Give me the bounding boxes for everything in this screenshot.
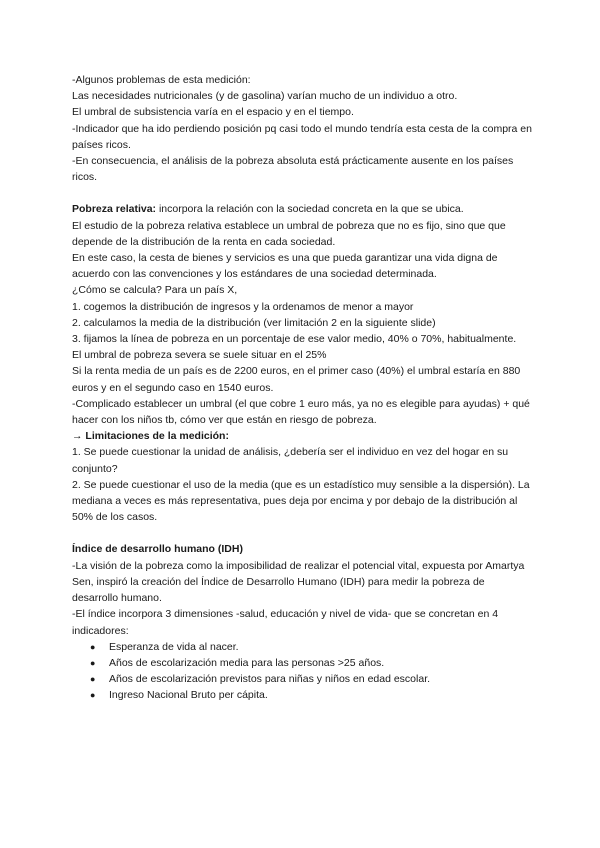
section-relative-poverty: [72, 201, 532, 525]
list-item: [72, 687, 532, 703]
section-heading: Pobreza relativa:: [72, 203, 157, 216]
list-item-text: Años de escolarización previstos para niñas y niños en edad escolar.: [109, 673, 431, 686]
text-line: ¿Cómo se calcula? Para un país X,: [72, 284, 238, 297]
spacer: [72, 185, 532, 201]
text-line: -El índice incorpora 3 dimensiones -salud, educación y nivel de vida- que se concretan en 4 indicadores:: [72, 608, 499, 637]
section-heading-rest: incorpora la relación con la sociedad concreta en la que se ubica.: [156, 203, 464, 216]
list-item: [72, 655, 532, 671]
text-line: Si la renta media de un país es de 2200 euros, en el primer caso (40%) el umbral estaría en 880 euros y en el segundo caso en 1540 euros.: [72, 365, 521, 394]
indicator-list: [72, 639, 532, 704]
text-line: 1. Se puede cuestionar la unidad de análisis, ¿debería ser el individuo en vez del hogar en su conjunto?: [72, 446, 509, 475]
list-item: [72, 671, 532, 687]
bullet-icon: ●: [90, 690, 96, 701]
text-line: En este caso, la cesta de bienes y servicios es una que pueda garantizar una vida digna de acuerdo con las convenciones y los estándares de una sociedad determinada.: [72, 252, 498, 281]
spacer: [72, 525, 532, 541]
text-line: -Indicador que ha ido perdiendo posición pq casi todo el mundo tendría esta cesta de la compra en países ricos.: [72, 122, 532, 151]
text-line: El umbral de subsistencia varía en el espacio y en el tiempo.: [72, 106, 354, 119]
text-line: -Algunos problemas de esta medición:: [72, 74, 251, 86]
bullet-icon: ●: [90, 674, 96, 685]
bullet-icon: ●: [90, 657, 96, 668]
text-line: -Complicado establecer un umbral (el que cobre 1 euro más, ya no es elegible para ayudas) + qué hacer con los niños tb, cómo ver que están en riesgo de pobreza.: [72, 397, 530, 427]
bullet-icon: ●: [90, 641, 96, 652]
section-absolute-poverty-problems: [72, 72, 532, 185]
section-heading: Índice de desarrollo humano (IDH): [72, 543, 243, 556]
limitations-heading: → Limitaciones de la medición:: [72, 430, 229, 443]
list-item-text: Años de escolarización media para las personas >25 años.: [109, 656, 385, 669]
text-line: 2. calculamos la media de la distribución (ver limitación 2 en la siguiente slide): [72, 316, 436, 329]
text-line: 3. fijamos la línea de pobreza en un porcentaje de ese valor medio, 40% o 70%, habitualmente.: [72, 333, 517, 346]
section-heading-line: [72, 201, 532, 217]
list-item-text: Esperanza de vida al nacer.: [109, 640, 239, 653]
text-line: Las necesidades nutricionales (y de gasolina) varían mucho de un individuo a otro.: [72, 90, 458, 103]
text-line: -La visión de la pobreza como la imposibilidad de realizar el potencial vital, expuesta por Amartya Sen, inspiró la creación del Índice de Desarrollo Humano (IDH) para medir la pobreza de desarrollo humano.: [72, 559, 525, 605]
section-hdi: [72, 541, 532, 703]
list-item: [72, 639, 532, 655]
text-line: -En consecuencia, el análisis de la pobreza absoluta está prácticamente ausente en los países ricos.: [72, 155, 514, 184]
list-item-text: Ingreso Nacional Bruto per cápita.: [109, 689, 268, 702]
text-line: 1. cogemos la distribución de ingresos y la ordenamos de menor a mayor: [72, 300, 414, 313]
text-line: 2. Se puede cuestionar el uso de la media (que es un estadístico muy sensible a la dispersión). La mediana a veces es más representativa, pues deja por encima y por debajo de la distribución al 50% de los casos.: [72, 478, 530, 524]
text-line: El estudio de la pobreza relativa establece un umbral de pobreza que no es fijo, sino que que depende de la distribución de la renta en cada sociedad.: [72, 219, 506, 248]
text-line: El umbral de pobreza severa se suele situar en el 25%: [72, 349, 327, 362]
document-page: [72, 72, 532, 704]
